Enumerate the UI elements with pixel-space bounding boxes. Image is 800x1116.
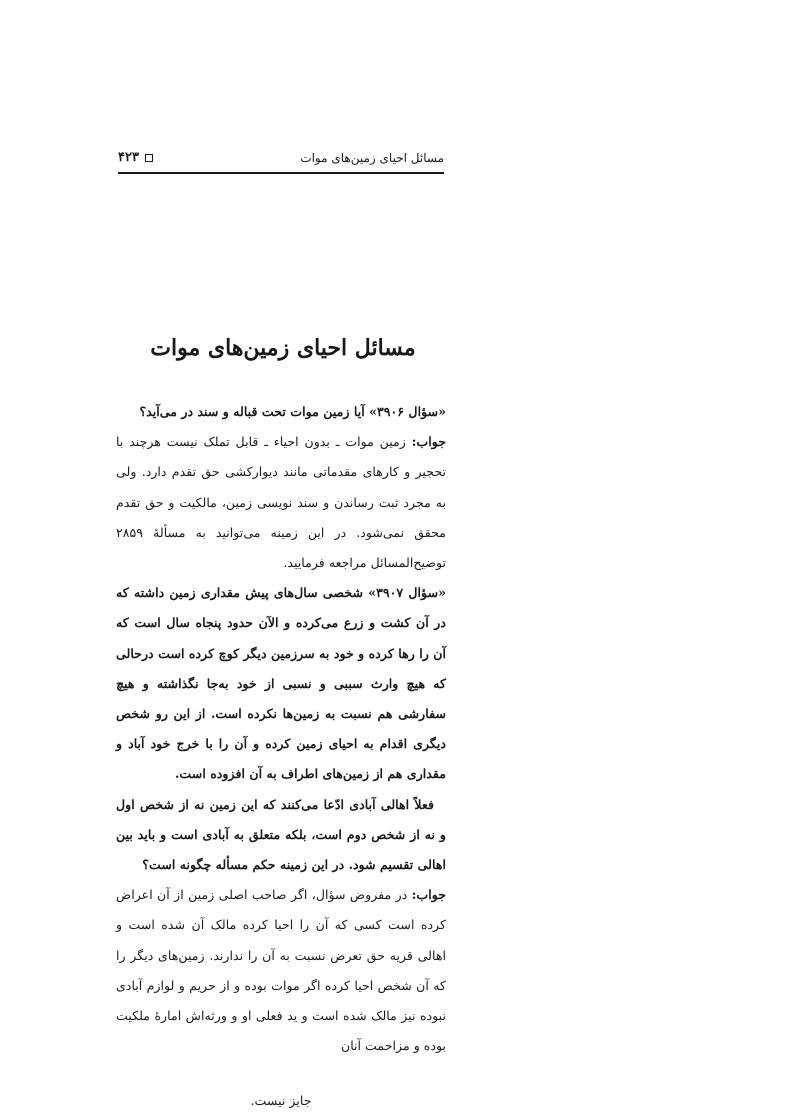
chapter-title: مسائل احیای زمین‌های موات xyxy=(150,335,416,361)
page-number: ۴۲۳ xyxy=(118,150,139,165)
answer-label: جواب: xyxy=(411,887,446,903)
square-bullet-icon xyxy=(145,154,153,162)
answer-label: جواب: xyxy=(411,434,446,450)
running-title: مسائل احیای زمین‌های موات xyxy=(300,151,444,165)
question-3907: «سؤال ۳۹۰۷» شخصی سال‌های پیش مقداری زمین داشته که در آن کشت و زرع می‌کرده و الآن حدود پنجاه سال است که آن را رها کرده و خود به سرزمین دیگر کوچ کرده است درحالی که هیچ وارث سببی و نسبی از خود به‌جا نگذاشته و هیچ سفارشی هم نسبت به زمین‌ها نکرده است. از این رو شخص دیگری اقدام به احیای زمین کرده و آن را با خرج خود آباد و مقداری هم از زمین‌های اطراف به آن افزوده است. xyxy=(116,585,446,782)
answer-text: زمین موات ـ بدون احیاء ـ قابل تملک نیست هرچند با تحجیر و کارهای مقدماتی مانند دیوارکشی حق تقدم دارد. ولی به مجرد ثبت رساندن و سند نویسی زمین، مالکیت و حق تقدم محقق نمی‌شود. در این زمینه می‌توانید به مسألهٔ ۲۸۵۹ توضیح‌المسائل مراجعه فرمایید. xyxy=(116,434,446,571)
question-3906: «سؤال ۳۹۰۶» آیا زمین موات تحت قباله و سند در می‌آید؟ xyxy=(139,404,446,419)
running-header xyxy=(118,148,444,174)
answer-text: در مفروض سؤال، اگر صاحب اصلی زمین از آن اعراض کرده است کسی که آن را احیا کرده مالک آن شده است و اهالی قریه حق تعرض نسبت به آن را ندارند. زمین‌های دیگر را که آن شخص احیا کرده اگر موات بوده و از حریم و لوازم آبادی نبوده نیز مالک شده است و ید فعلی او و ورثه‌اش امارهٔ ملکیت بوده و مزاحمت آنان xyxy=(116,887,446,1054)
answer-3906 xyxy=(116,427,446,578)
question-3907-continued: فعلاً اهالی آبادی ادّعا می‌کنند که این زمین نه از شخص اول و نه از شخص دوم است، بلکه متعلق به آبادی است و باید بین اهالی تقسیم شود. در این زمینه حکم مسأله چگونه است؟ xyxy=(116,796,446,873)
answer-3907 xyxy=(116,880,446,1061)
page-number-block xyxy=(118,150,153,166)
cut-off-line: جایز نیست. xyxy=(250,1093,312,1108)
body-text xyxy=(116,397,446,1061)
